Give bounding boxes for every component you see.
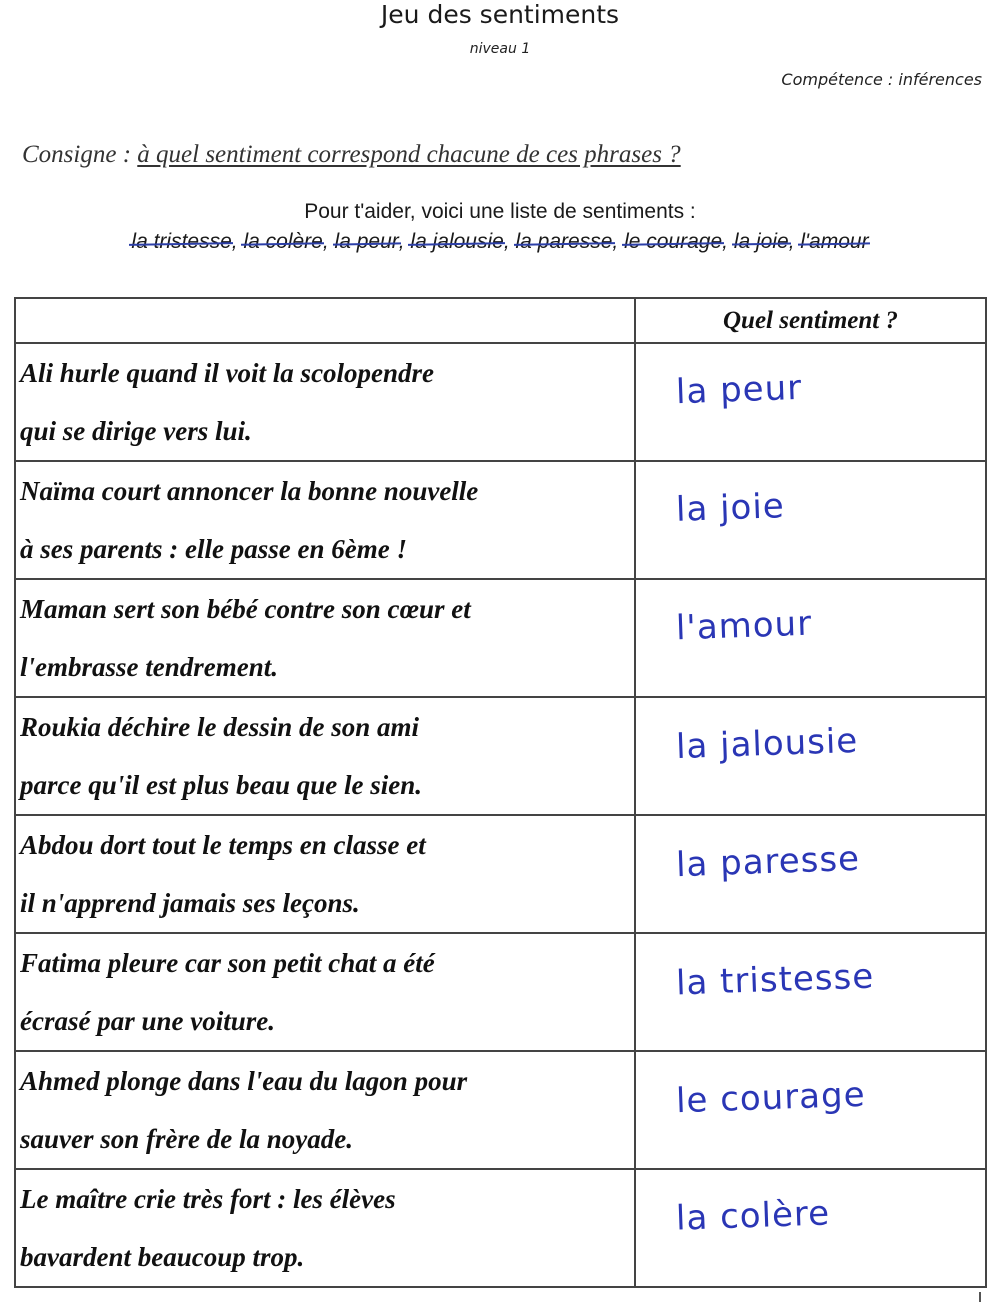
phrase-cell <box>15 1169 635 1287</box>
feelings-list <box>0 230 1000 254</box>
feeling-separator: , <box>322 230 335 253</box>
skill-label: Compétence : inférences <box>781 70 982 89</box>
table-row <box>15 343 986 461</box>
phrase-cell <box>15 343 635 461</box>
level-label: niveau 1 <box>469 41 531 57</box>
help-intro: Pour t'aider, voici une liste de sentiments : <box>304 200 696 223</box>
instruction-text: à quel sentiment correspond chacune de ces phrases ? <box>137 141 681 168</box>
answer-cell[interactable] <box>635 933 986 1051</box>
scan-mark <box>979 1292 981 1302</box>
worksheet-title: Jeu des sentiments <box>380 0 620 29</box>
answer-column-header: Quel sentiment ? <box>635 298 986 343</box>
feeling-separator: , <box>231 230 244 253</box>
phrase-line: Roukia déchire le dessin de son ami <box>20 712 420 742</box>
answer-cell[interactable] <box>635 815 986 933</box>
phrase-line: Fatima pleure car son petit chat a été <box>20 948 435 978</box>
feeling-separator: , <box>503 230 516 253</box>
phrase-line: Ahmed plonge dans l'eau du lagon pour <box>20 1066 468 1096</box>
phrase-cell <box>15 1051 635 1169</box>
phrase-cell <box>15 461 635 579</box>
feeling-item: la tristesse <box>131 230 232 253</box>
feeling-item: la joie <box>733 230 789 253</box>
phrase-line: qui se dirige vers lui. <box>20 416 252 446</box>
feeling-separator: , <box>788 230 801 253</box>
answer-cell[interactable] <box>635 343 986 461</box>
phrase-line: sauver son frère de la noyade. <box>20 1124 353 1154</box>
handwritten-answer: l'amour <box>675 603 813 649</box>
phrase-line: l'embrasse tendrement. <box>20 652 278 682</box>
phrase-line: Le maître crie très fort : les élèves <box>20 1184 396 1214</box>
handwritten-answer: la tristesse <box>675 956 875 1004</box>
feeling-item: l'amour <box>800 230 869 253</box>
handwritten-answer: la colère <box>675 1193 831 1239</box>
phrase-line: Naïma court annoncer la bonne nouvelle <box>20 476 479 506</box>
phrase-line: il n'apprend jamais ses leçons. <box>20 888 360 918</box>
phrase-cell <box>15 697 635 815</box>
instruction-label: Consigne : <box>22 141 138 168</box>
phrase-line: bavardent beaucoup trop. <box>20 1242 305 1272</box>
table-row <box>15 461 986 579</box>
table-row <box>15 697 986 815</box>
feeling-item: la colère <box>243 230 323 253</box>
table-row <box>15 933 986 1051</box>
phrase-line: parce qu'il est plus beau que le sien. <box>20 770 423 800</box>
answer-cell[interactable] <box>635 579 986 697</box>
feeling-item: la paresse <box>515 230 613 253</box>
table-row <box>15 579 986 697</box>
handwritten-answer: la peur <box>675 367 803 413</box>
answer-cell[interactable] <box>635 461 986 579</box>
worksheet-table <box>14 297 987 1288</box>
feeling-item: la jalousie <box>410 230 504 253</box>
phrase-cell <box>15 579 635 697</box>
answer-cell[interactable] <box>635 697 986 815</box>
phrase-line: écrasé par une voiture. <box>20 1006 275 1036</box>
feeling-item: le courage <box>624 230 723 253</box>
phrase-line: Ali hurle quand il voit la scolopendre <box>20 358 435 388</box>
handwritten-answer: le courage <box>675 1074 867 1122</box>
handwritten-answer: la joie <box>675 486 786 530</box>
phrase-line: à ses parents : elle passe en 6ème ! <box>20 534 407 564</box>
table-row <box>15 1169 986 1287</box>
phrase-line: Maman sert son bébé contre son cœur et <box>20 594 471 624</box>
phrase-line: Abdou dort tout le temps en classe et <box>20 830 426 860</box>
handwritten-answer: la paresse <box>675 838 861 886</box>
feeling-separator: , <box>398 230 411 253</box>
handwritten-answer: la jalousie <box>675 720 859 768</box>
feeling-separator: , <box>612 230 625 253</box>
table-header-row <box>15 298 986 343</box>
phrase-column-header <box>15 298 635 343</box>
answer-cell[interactable] <box>635 1051 986 1169</box>
phrase-cell <box>15 933 635 1051</box>
table-row <box>15 1051 986 1169</box>
feeling-item: la peur <box>334 230 399 253</box>
table-row <box>15 815 986 933</box>
feeling-separator: , <box>722 230 734 253</box>
instruction <box>22 141 681 169</box>
answer-cell[interactable] <box>635 1169 986 1287</box>
phrase-cell <box>15 815 635 933</box>
